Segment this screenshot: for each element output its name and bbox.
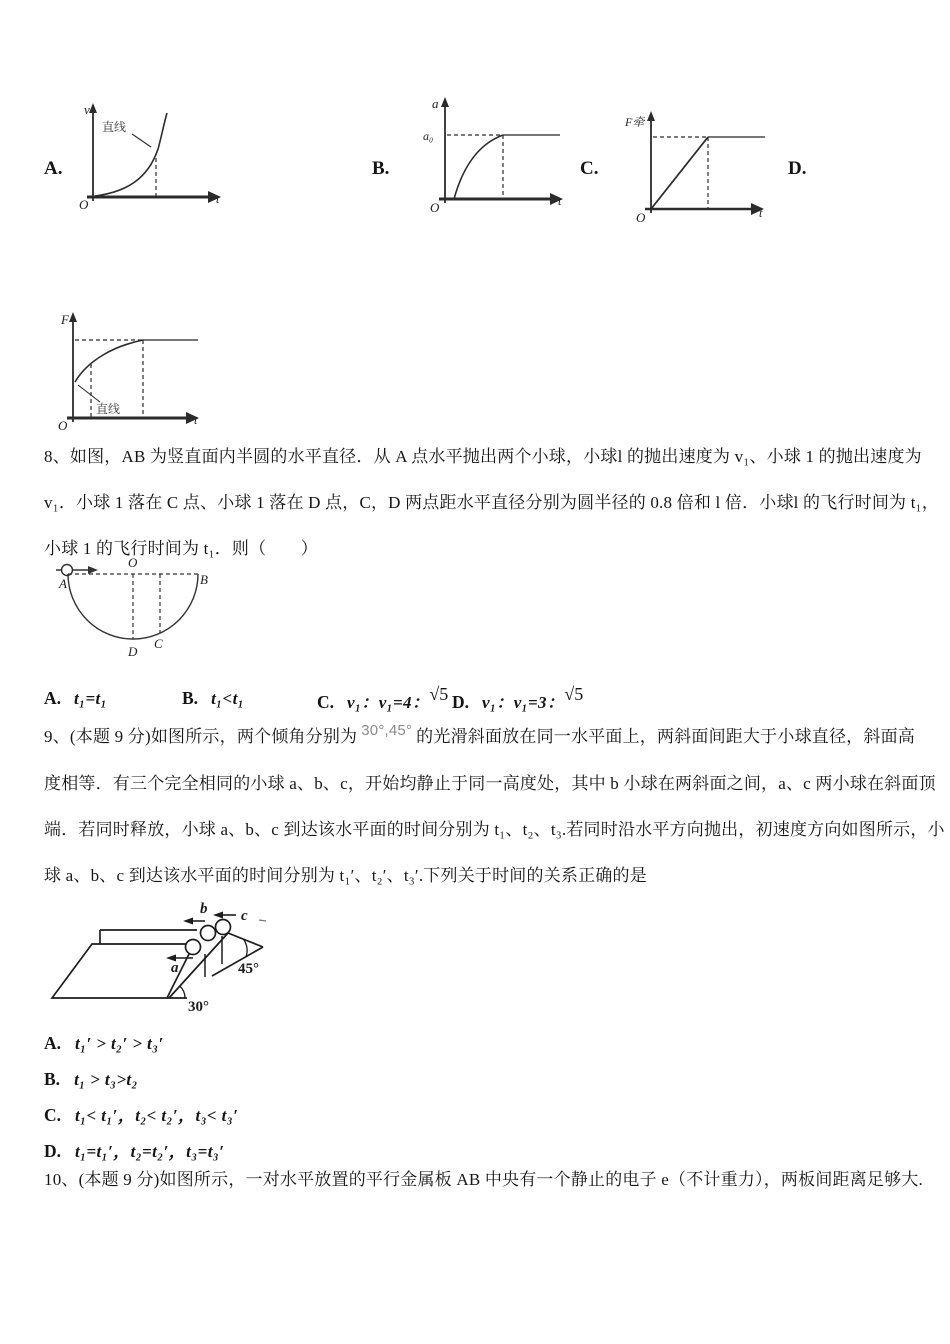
q8-option-a-text: t₁=t₁ <box>74 689 108 708</box>
arrow-c-icon <box>213 912 223 919</box>
q8-option-a <box>44 688 107 709</box>
q9-option-d-label: D. <box>44 1141 62 1161</box>
question-9-options <box>44 1026 924 1170</box>
ball-b <box>201 926 216 941</box>
y-axis-arrow-icon <box>89 103 97 113</box>
answer-graphs-row <box>0 95 950 245</box>
line-annotation: 直线 <box>102 120 127 134</box>
x-axis-label: t <box>216 192 220 206</box>
q9-option-b <box>44 1062 924 1098</box>
q8-option-b <box>182 688 244 709</box>
origin-label: O <box>430 200 440 215</box>
q9-option-d-text: t₁=t₁′，t₂=t₂′，t₃=t₃′ <box>75 1142 225 1161</box>
q9-line-1-before: 9、(本题 9 分)如图所示，两个倾角分别为 <box>44 727 358 746</box>
q8-line-3: 小球 1 的飞行时间为 t₁．则（ ） <box>44 539 318 558</box>
q9-option-c-label: C. <box>44 1105 62 1125</box>
q9-line-2: 度相等．有三个完全相同的小球 a、b、c，开始均静止于同一高度处，其中 b 小球在两斜面之间，a、c 两小球在斜面顶 <box>44 774 936 793</box>
angle-30-label: 30° <box>188 999 209 1015</box>
ball-c-label: c <box>241 908 248 924</box>
graph-b-at-curve <box>418 95 568 217</box>
velocity-arrow-icon <box>88 566 98 574</box>
acceleration-curve <box>454 135 503 199</box>
y-axis-arrow-icon <box>69 312 77 322</box>
a0-tick-label: a₀ <box>423 129 434 143</box>
x-axis-label: t <box>558 194 562 208</box>
question-9-text <box>44 714 945 899</box>
q8-option-c-sqrt: √5 <box>429 684 449 704</box>
force-line <box>651 137 708 209</box>
q8-option-d <box>452 684 584 713</box>
annotation-pointer <box>132 134 151 147</box>
option-b-label: B. <box>372 158 390 179</box>
q10-line-1: 10、(本题 9 分)如图所示，一对水平放置的平行金属板 AB 中央有一个静止的电子 e（不计重力），两板间距离足够大. <box>44 1170 923 1189</box>
option-a-label: A. <box>44 158 63 179</box>
option-d-label: D. <box>788 158 807 179</box>
q9-option-c-text: t₁< t₁′，t₂< t₂′，t₃< t₃′ <box>75 1106 239 1125</box>
q9-option-a-text: t₁′ > t₂′ > t₃′ <box>75 1034 164 1053</box>
point-b-label: B <box>200 572 208 587</box>
q9-line-1-after: 的光滑斜面放在同一水平面上，两斜面间距大于小球直径，斜面高 <box>416 727 915 746</box>
option-c-label: C. <box>580 158 599 179</box>
angle-45-arc <box>244 940 247 957</box>
force-curve <box>75 340 143 382</box>
q9-option-c <box>44 1098 924 1134</box>
q9-line-4: 球 a、b、c 到达该水平面的时间分别为 t₁′、t₂′、t₃′.下列关于时间的关系正确的是 <box>44 866 647 885</box>
q8-option-d-sqrt: √5 <box>564 684 584 704</box>
angle-45-label: 45° <box>238 961 259 977</box>
point-a-label: A <box>59 576 67 591</box>
q8-option-c-text: v₁：v₁=4： <box>347 693 430 712</box>
q9-incline-angles: 30°,45° <box>361 722 413 739</box>
y-axis-label: a <box>432 96 439 111</box>
angle-30-arc <box>180 986 185 998</box>
question-8-text <box>44 434 939 572</box>
y-axis-label: F <box>61 312 69 327</box>
graph-c-ft-line <box>623 107 773 227</box>
line-annotation: 直线 <box>96 402 121 416</box>
origin-label: O <box>79 197 89 212</box>
q8-option-d-label: D. <box>452 692 470 712</box>
q8-option-d-text: v₁：v₁=3： <box>482 693 565 712</box>
q9-option-b-label: B. <box>44 1069 61 1089</box>
x-axis-label: t <box>759 206 763 220</box>
ball-a <box>186 940 201 955</box>
point-o-label: O <box>128 556 138 570</box>
y-axis-label: v <box>84 102 90 117</box>
origin-label: O <box>58 418 68 433</box>
origin-label: O <box>636 210 646 225</box>
graph-f-curve <box>46 310 206 435</box>
ball-b-label: b <box>200 901 208 917</box>
semicircle-figure <box>50 556 225 671</box>
ball-c <box>216 920 231 935</box>
point-c-label: C <box>154 636 163 651</box>
question-10-text <box>44 1157 934 1203</box>
graph-a-vt-curve <box>76 101 226 213</box>
incline-45-top-edge <box>228 933 263 947</box>
y-axis-label: F牵 <box>625 115 645 129</box>
q8-option-a-label: A. <box>44 688 62 708</box>
q9-line-1 <box>44 714 934 761</box>
point-d-label: D <box>128 644 138 659</box>
q8-line-1: 8、如图，AB 为竖直面内半圆的水平直径．从 A 点水平抛出两个小球，小球l 的抛出速度为 v₁、小球 1 的抛出速度为 <box>44 447 922 466</box>
q9-option-a-label: A. <box>44 1033 62 1053</box>
annotation-pointer <box>78 385 100 402</box>
q8-line-2: v₁．小球 1 落在 C 点、小球 1 落在 D 点，C，D 两点距水平直径分别为圆半径的 0.8 倍和 l 倍．小球l 的飞行时间为 t₁， <box>44 493 939 512</box>
x-axis-label: t <box>194 413 198 427</box>
stray-mark <box>259 920 266 921</box>
ball-a-label: a <box>171 960 179 976</box>
q9-option-a <box>44 1026 924 1062</box>
q8-option-c <box>317 684 449 713</box>
incline-planes-figure <box>45 900 285 1025</box>
q8-option-b-label: B. <box>182 688 199 708</box>
q8-option-b-text: t₁<t₁ <box>211 689 245 708</box>
q9-option-b-text: t₁ > t₃>t₂ <box>74 1070 138 1089</box>
y-axis-arrow-icon <box>441 97 449 107</box>
y-axis-arrow-icon <box>647 111 655 121</box>
q9-line-3: 端．若同时释放，小球 a、b、c 到达该水平面的时间分别为 t₁、t₂、t₃.若同时沿水平方向抛出，初速度方向如图所示，小 <box>44 820 945 839</box>
arrow-b-icon <box>183 918 193 925</box>
q8-option-c-label: C. <box>317 692 335 712</box>
